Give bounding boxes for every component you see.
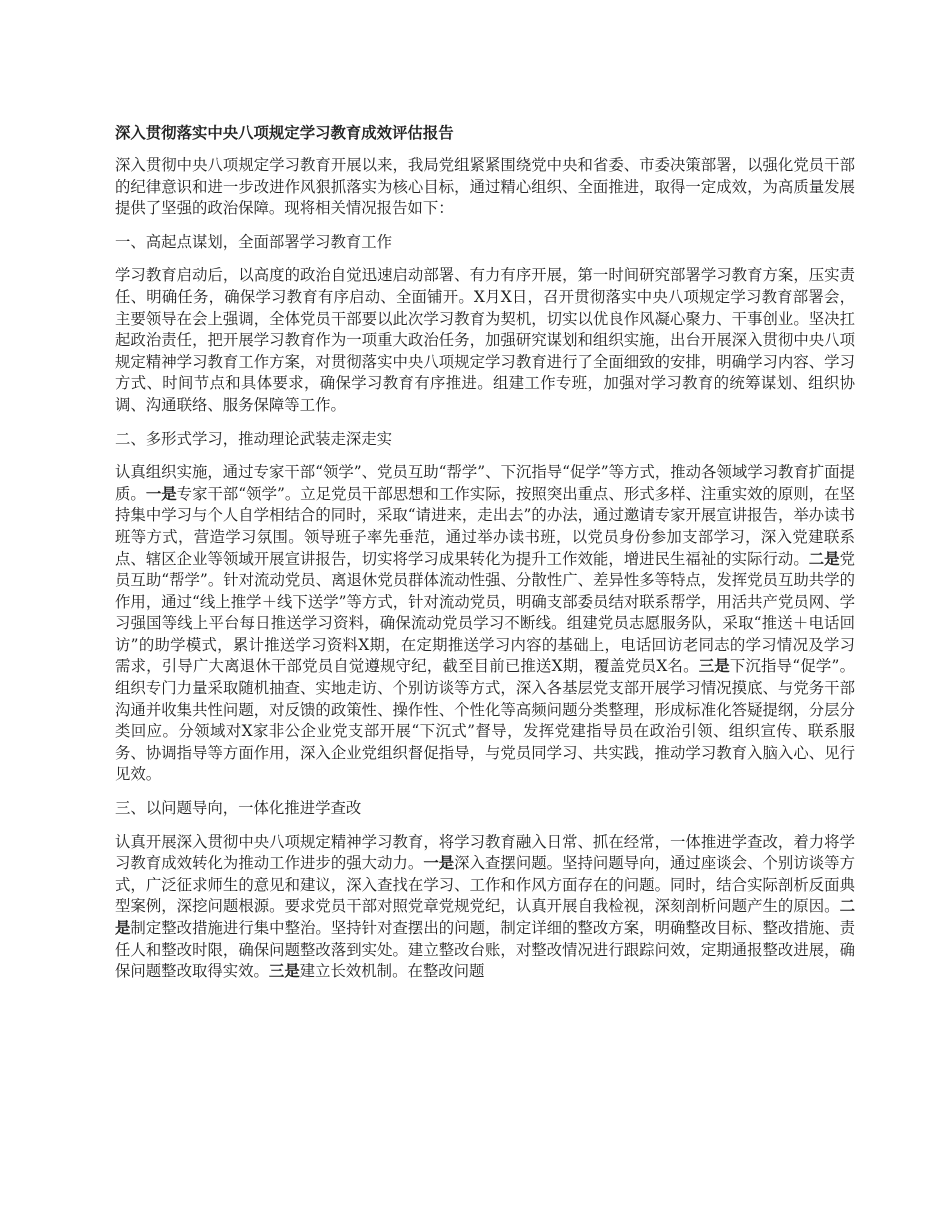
section-1-paragraph: 学习教育启动后，以高度的政治自觉迅速启动部署、有力有序开展，第一时间研究部署学习教育方案，压实责任、明确任务，确保学习教育有序启动、全面铺开。X月X日，召开贯彻落实中央八项规定学习教育部署会，主要领导在会上强调，全体党员干部要以此次学习教育为契机，切实以优良作风凝心聚力、干事创业。坚决扛起政治责任，把开展学习教育作为一项重大政治任务，加强研究谋划和组织实施，出台开展深入贯彻中央八项规定精神学习教育工作方案，对贯彻落实中央八项规定学习教育进行了全面细致的安排，明确学习内容、学习方式、时间节点和具体要求，确保学习教育有序推进。组建工作专班，加强对学习教育的统筹谋划、组织协调、沟通联络、服务保障等工作。 [115, 266, 855, 414]
section-2-point-1: 专家干部“领学”。立足党员干部思想和工作实际，按照突出重点、形式多样、注重实效的原则，在坚持集中学习与个人自学相结合的同时，采取“请进来，走出去”的办法，通过邀请专家开展宣讲报告，举办读书班等方式，营造学习氛围。领导班子率先垂范，通过举办读书班，以党员身份参加支部学习，深入党建联系点、辖区企业等领域开展宣讲报告，切实将学习成果转化为提升工作效能，增进民生福祉的实际行动。 [115, 484, 855, 568]
point-marker-1: 一是 [145, 484, 177, 503]
section-heading-3: 三、以问题导向，一体化推进学查改 [115, 799, 362, 818]
section-2-point-2: 党员互助“帮学”。针对流动党员、离退休党员群体流动性强、分散性广、差异性多等特点，发挥党员互助共学的作用，通过“线上推学＋线下送学”等方式，针对流动党员，明确支部委员结对联系帮学，用活共产党员网、学习强国等线上平台每日推送学习资料，确保流动党员学习不断线。组建党员志愿服务队，采取“推送＋电话回访”的助学模式，累计推送学习资料X期，在定期推送学习内容的基础上，电话回访老同志的学习情况及学习需求，引导广大离退休干部党员自觉遵规守纪，截至目前已推送X期，覆盖党员X名。 [115, 549, 855, 676]
point-marker-3: 三是 [698, 657, 730, 676]
section-3-point-1: 深入查摆问题。坚持问题导向，通过座谈会、个别访谈等方式，广泛征求师生的意见和建议，深入查找在学习、工作和作风方面存在的问题。同时，结合实际剖析反面典型案例，深挖问题根源。要求党员干部对照党章党规党纪，认真开展自我检视，深刻剖析问题产生的原因。 [115, 854, 855, 916]
section-heading-1: 一、高起点谋划，全面部署学习教育工作 [115, 232, 393, 251]
section-heading-2: 二、多形式学习，推动理论武装走深走实 [115, 429, 393, 448]
point-marker-2: 二是 [808, 549, 840, 568]
section-3-lead: 认真开展深入贯彻中央八项规定精神学习教育，将学习教育融入日常、抓在经常，一体推进学查改，着力将学习教育成效转化为推动工作进步的强大动力。 [115, 832, 855, 873]
section-3-point-2: 制定整改措施进行集中整治。坚持针对查摆出的问题，制定详细的整改方案，明确整改目标、整改措施、责任人和整改时限，确保问题整改落到实处。建立整改台账，对整改情况进行跟踪问效，定期通报整改进展，确保问题整改取得实效。 [115, 919, 855, 981]
section-2-lead: 认真组织实施，通过专家干部“领学”、党员互助“帮学”、下沉指导“促学”等方式，推动各领域学习教育扩面提质。 [115, 463, 855, 503]
document-title: 深入贯彻落实中央八项规定学习教育成效评估报告 [115, 124, 454, 142]
intro-paragraph: 深入贯彻中央八项规定学习教育开展以来，我局党组紧紧围绕党中央和省委、市委决策部署，以强化党员干部的纪律意识和进一步改进作风狠抓落实为核心目标，通过精心组织、全面推进，取得一定成效，为高质量发展提供了坚强的政治保障。现将相关情况报告如下： [115, 156, 855, 218]
point-marker-6: 三是 [268, 962, 300, 981]
section-3-paragraph [115, 832, 855, 983]
section-2-point-3: 下沉指导“促学”。组织专门力量采取随机抽查、实地走访、个别访谈等方式，深入各基层党支部开展学习情况摸底、与党务干部沟通并收集共性问题，对反馈的政策性、操作性、个性化等高频问题分类整理，形成标准化答疑提纲，分层分类回应。分领域对X家非公企业党支部开展“下沉式”督导，发挥党建指导员在政治引领、组织宣传、联系服务、协调指导等方面作用，深入企业党组织督促指导，与党员同学习、共实践，推动学习教育入脑入心、见行见效。 [115, 657, 855, 784]
document-page [115, 122, 855, 995]
point-marker-5: 二是 [115, 897, 855, 937]
section-3-point-3: 建立长效机制。在整改问题 [299, 962, 485, 981]
point-marker-4: 一是 [423, 854, 455, 873]
section-2-paragraph [115, 462, 855, 786]
